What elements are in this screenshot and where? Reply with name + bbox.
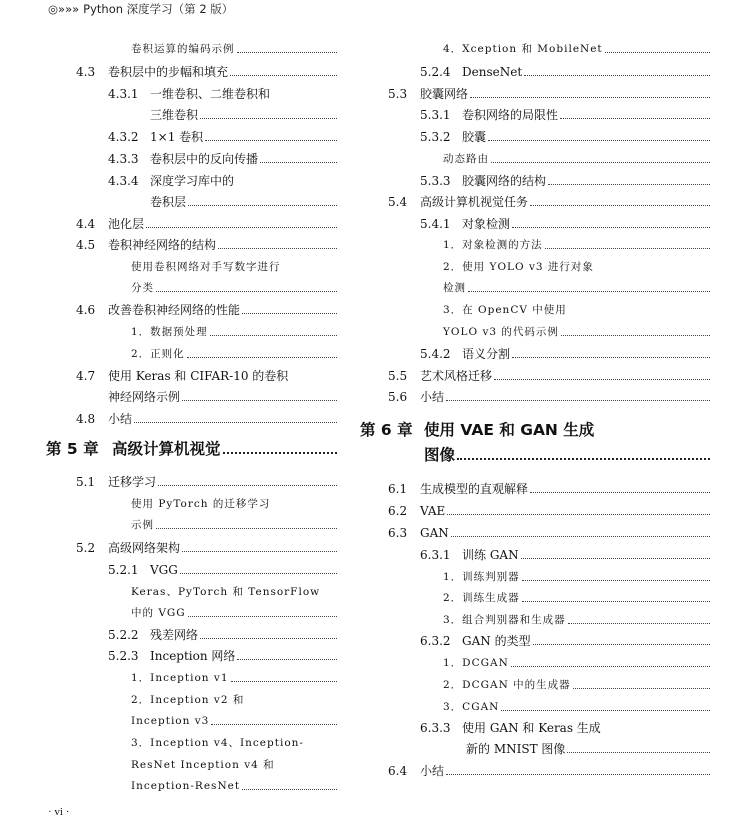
entry-title: VGG [150, 563, 178, 577]
entry-title: 使用 PyTorch 的迁移学习 [131, 498, 271, 510]
dot-leader [237, 658, 337, 660]
dot-leader [561, 334, 710, 336]
toc-entry[interactable] [443, 151, 710, 167]
entry-title: 高级计算机视觉 [112, 440, 221, 458]
entry-title: 1．DCGAN [443, 657, 509, 669]
chapter-number: 第 6 章 [360, 421, 413, 439]
toc-entry[interactable] [388, 481, 710, 497]
dot-leader [533, 643, 710, 645]
dot-leader [237, 51, 338, 53]
section-number: 4.8 [76, 412, 96, 426]
toc-entry[interactable] [420, 346, 710, 362]
toc-entry[interactable] [108, 86, 337, 102]
toc-entry[interactable] [443, 324, 710, 340]
dot-leader [200, 637, 337, 639]
dot-leader [260, 161, 337, 163]
chapter-entry[interactable] [424, 445, 710, 465]
toc-entry[interactable] [443, 699, 710, 715]
toc-entry[interactable] [108, 562, 337, 578]
dot-leader [146, 226, 337, 228]
entry-title: 小结 [420, 764, 445, 778]
dot-leader [568, 622, 710, 624]
toc-entry[interactable] [131, 670, 337, 686]
entry-title: Keras、PyTorch 和 TensorFlow [131, 586, 321, 598]
entry-title: 卷积网络的局限性 [462, 108, 559, 122]
section-number: 5.2 [76, 541, 96, 555]
entry-title: 艺术风格迁移 [420, 369, 493, 383]
toc-entry[interactable] [420, 64, 710, 80]
toc-entry[interactable] [76, 64, 337, 80]
dot-leader [223, 451, 337, 454]
toc-entry[interactable] [131, 280, 337, 296]
toc-entry[interactable] [420, 547, 710, 563]
dot-leader [242, 312, 337, 314]
dot-leader [180, 572, 337, 574]
entry-title: 4．Xception 和 MobileNet [443, 43, 603, 55]
entry-title: 使用卷积网络对手写数字进行 [131, 261, 281, 273]
dot-leader [491, 161, 710, 163]
dot-leader [158, 484, 337, 486]
toc-entry[interactable] [131, 692, 337, 708]
entry-title: 1．对象检测的方法 [443, 239, 543, 251]
entry-title: 1．训练判别器 [443, 571, 520, 583]
dot-leader [211, 723, 337, 725]
toc-right-column [360, 0, 750, 822]
toc-entry[interactable] [388, 525, 710, 541]
dot-leader [501, 709, 710, 711]
toc-entry[interactable] [131, 605, 337, 621]
toc-entry[interactable] [420, 129, 710, 145]
entry-title: 改善卷积神经网络的性能 [108, 303, 241, 317]
entry-title: 卷积层中的步幅和填充 [108, 65, 229, 79]
toc-entry[interactable] [108, 389, 337, 405]
dot-leader [200, 117, 337, 119]
section-number: 4.3.3 [108, 152, 139, 166]
dot-leader [446, 399, 710, 401]
entry-title: 卷积运算的编码示例 [131, 43, 235, 55]
entry-title: GAN [420, 526, 449, 540]
section-number: 6.2 [388, 504, 408, 518]
entry-title: Inception 网络 [150, 649, 236, 663]
dot-leader [205, 139, 337, 141]
toc-entry[interactable] [131, 496, 337, 512]
entry-title: 图像 [424, 446, 456, 464]
section-number: 5.5 [388, 369, 408, 383]
section-number: 6.3.2 [420, 634, 451, 648]
section-number: 5.4.2 [420, 347, 451, 361]
section-number: 4.3 [76, 65, 96, 79]
dot-leader [494, 378, 710, 380]
section-number: 5.1 [76, 475, 96, 489]
toc-entry[interactable] [388, 389, 710, 405]
toc-entry[interactable] [443, 302, 710, 318]
toc-entry[interactable] [108, 648, 337, 664]
section-number: 4.3.2 [108, 130, 139, 144]
dot-leader [548, 183, 710, 185]
dot-leader [230, 74, 337, 76]
entry-title: Inception v3 [131, 715, 210, 727]
section-number: 5.3.1 [420, 108, 451, 122]
toc-entry[interactable] [131, 346, 337, 362]
toc-entry[interactable] [466, 741, 710, 757]
toc-entry[interactable] [443, 569, 710, 585]
toc-entry[interactable] [131, 517, 337, 533]
dot-leader [242, 788, 337, 790]
toc-entry[interactable] [108, 129, 337, 145]
entry-title: 2．正则化 [131, 348, 185, 360]
toc-entry[interactable] [150, 107, 337, 123]
section-number: 5.4.1 [420, 217, 451, 231]
section-number: 4.7 [76, 369, 96, 383]
entry-title: 1．数据预处理 [131, 326, 208, 338]
chapter-entry[interactable] [46, 439, 337, 459]
entry-title: 检测 [443, 282, 466, 294]
dot-leader [605, 51, 710, 53]
dot-leader [156, 527, 337, 529]
page-number: · vi · [48, 806, 70, 818]
entry-title: 动态路由 [443, 153, 489, 165]
toc-entry[interactable] [131, 584, 337, 600]
dot-leader [182, 399, 337, 401]
section-number: 5.2.4 [420, 65, 451, 79]
toc-entry[interactable] [76, 474, 337, 490]
dot-leader [156, 290, 337, 292]
entry-title: 使用 VAE 和 GAN 生成 [424, 421, 595, 439]
entry-title: 2．DCGAN 中的生成器 [443, 679, 571, 691]
dot-leader [522, 579, 710, 581]
toc-entry[interactable] [131, 259, 337, 275]
toc-entry[interactable] [420, 107, 710, 123]
toc-entry[interactable] [443, 590, 710, 606]
entry-title: 胶囊网络 [420, 87, 469, 101]
entry-title: 3．在 OpenCV 中使用 [443, 304, 567, 316]
toc-entry[interactable] [108, 173, 337, 189]
section-number: 5.3 [388, 87, 408, 101]
entry-title: DenseNet [462, 65, 523, 79]
dot-leader [511, 665, 710, 667]
toc-entry[interactable] [131, 41, 337, 57]
toc-entry[interactable] [443, 677, 710, 693]
toc-entry[interactable] [131, 757, 337, 773]
book-title: Python 深度学习（第 2 版） [83, 2, 234, 16]
dot-leader [488, 139, 710, 141]
entry-title: 卷积层 [150, 195, 187, 209]
toc-entry[interactable] [108, 627, 337, 643]
section-number: 6.4 [388, 764, 408, 778]
entry-title: 神经网络示例 [108, 390, 181, 404]
entry-title: 2．Inception v2 和 [131, 694, 245, 706]
chapter-entry[interactable] [360, 420, 710, 440]
toc-entry[interactable] [131, 778, 337, 794]
dot-leader [560, 117, 710, 119]
entry-title: GAN 的类型 [462, 634, 531, 648]
dot-leader [187, 356, 337, 358]
section-number: 4.5 [76, 238, 96, 252]
section-number: 4.3.1 [108, 87, 139, 101]
entry-title: 分类 [131, 282, 154, 294]
entry-title: 中的 VGG [131, 607, 186, 619]
toc-entry[interactable] [388, 194, 710, 210]
entry-title: 3．Inception v4、Inception- [131, 737, 304, 749]
toc-entry[interactable] [443, 655, 710, 671]
dot-leader [468, 290, 710, 292]
entry-title: 小结 [108, 412, 133, 426]
dot-leader [182, 550, 337, 552]
section-number: 6.3.3 [420, 721, 451, 735]
section-number: 5.3.2 [420, 130, 451, 144]
dot-leader [521, 557, 710, 559]
toc-entry[interactable] [131, 735, 337, 751]
dot-leader [447, 513, 710, 515]
dot-leader [451, 535, 710, 537]
toc-entry[interactable] [420, 720, 710, 736]
section-number: 5.4 [388, 195, 408, 209]
section-number: 4.4 [76, 217, 96, 231]
entry-title: 新的 MNIST 图像 [466, 742, 566, 756]
section-number: 6.1 [388, 482, 408, 496]
entry-title: 迁移学习 [108, 475, 157, 489]
section-number: 5.6 [388, 390, 408, 404]
toc-entry[interactable] [420, 216, 710, 232]
entry-title: 语义分割 [462, 347, 511, 361]
entry-title: 生成模型的直观解释 [420, 482, 529, 496]
entry-title: 高级网络架构 [108, 541, 181, 555]
toc-entry[interactable] [420, 633, 710, 649]
toc-left-column [0, 0, 360, 822]
section-number: 5.2.1 [108, 563, 139, 577]
toc-entry[interactable] [443, 612, 710, 628]
entry-title: 深度学习库中的 [150, 174, 235, 188]
dot-leader [218, 247, 337, 249]
entry-title: 三维卷积 [150, 108, 199, 122]
dot-leader [188, 615, 337, 617]
dot-leader [188, 204, 337, 206]
entry-title: 一维卷积、二维卷积和 [150, 87, 271, 101]
entry-title: 3．CGAN [443, 701, 500, 713]
toc-entry[interactable] [388, 763, 710, 779]
dot-leader [567, 751, 710, 753]
dot-leader [231, 680, 337, 682]
entry-title: ResNet Inception v4 和 [131, 759, 275, 771]
dot-leader [512, 356, 710, 358]
entry-title: 胶囊 [462, 130, 487, 144]
header-ornament: ◎»»» [48, 2, 80, 16]
dot-leader [545, 247, 710, 249]
section-number: 5.3.3 [420, 174, 451, 188]
section-number: 5.2.2 [108, 628, 139, 642]
dot-leader [457, 457, 710, 460]
section-number: 4.3.4 [108, 174, 139, 188]
section-number: 6.3.1 [420, 548, 451, 562]
entry-title: 对象检测 [462, 217, 511, 231]
toc-entry[interactable] [131, 713, 337, 729]
toc-entry[interactable] [76, 368, 337, 384]
entry-title: 高级计算机视觉任务 [420, 195, 529, 209]
entry-title: 卷积神经网络的结构 [108, 238, 217, 252]
entry-title: 残差网络 [150, 628, 199, 642]
toc-entry[interactable] [76, 411, 337, 427]
entry-title: Inception-ResNet [131, 780, 241, 792]
entry-title: 2．使用 YOLO v3 进行对象 [443, 261, 594, 273]
entry-title: 卷积层中的反向传播 [150, 152, 259, 166]
entry-title: VAE [420, 504, 446, 518]
dot-leader [470, 96, 710, 98]
toc-entry[interactable] [443, 259, 710, 275]
dot-leader [530, 491, 710, 493]
section-number: 5.2.3 [108, 649, 139, 663]
dot-leader [522, 600, 710, 602]
dot-leader [446, 773, 710, 775]
section-number: 6.3 [388, 526, 408, 540]
entry-title: 使用 GAN 和 Keras 生成 [462, 721, 601, 735]
entry-title: YOLO v3 的代码示例 [443, 326, 559, 338]
toc-entry[interactable] [131, 324, 337, 340]
section-number: 4.6 [76, 303, 96, 317]
entry-title: 使用 Keras 和 CIFAR-10 的卷积 [108, 369, 289, 383]
dot-leader [573, 687, 710, 689]
toc-entry[interactable] [388, 86, 710, 102]
entry-title: 1．Inception v1 [131, 672, 229, 684]
toc-entry[interactable] [76, 216, 337, 232]
toc-entry[interactable] [108, 151, 337, 167]
dot-leader [134, 421, 337, 423]
toc-entry[interactable] [76, 302, 337, 318]
toc-entry[interactable] [388, 368, 710, 384]
entry-title: 1×1 卷积 [150, 130, 204, 144]
dot-leader [210, 334, 337, 336]
dot-leader [530, 204, 710, 206]
entry-title: 3．组合判别器和生成器 [443, 614, 566, 626]
toc-entry[interactable] [443, 41, 710, 57]
toc-entry[interactable] [150, 194, 337, 210]
toc-entry[interactable] [388, 503, 710, 519]
entry-title: 小结 [420, 390, 445, 404]
chapter-number: 第 5 章 [46, 440, 99, 458]
dot-leader [512, 226, 710, 228]
entry-title: 池化层 [108, 217, 145, 231]
toc-entry[interactable] [76, 540, 337, 556]
toc-entry[interactable] [420, 173, 710, 189]
entry-title: 示例 [131, 519, 154, 531]
toc-entry[interactable] [443, 237, 710, 253]
entry-title: 2．训练生成器 [443, 592, 520, 604]
entry-title: 胶囊网络的结构 [462, 174, 547, 188]
toc-entry[interactable] [76, 237, 337, 253]
dot-leader [524, 74, 710, 76]
entry-title: 训练 GAN [462, 548, 519, 562]
toc-entry[interactable] [443, 280, 710, 296]
